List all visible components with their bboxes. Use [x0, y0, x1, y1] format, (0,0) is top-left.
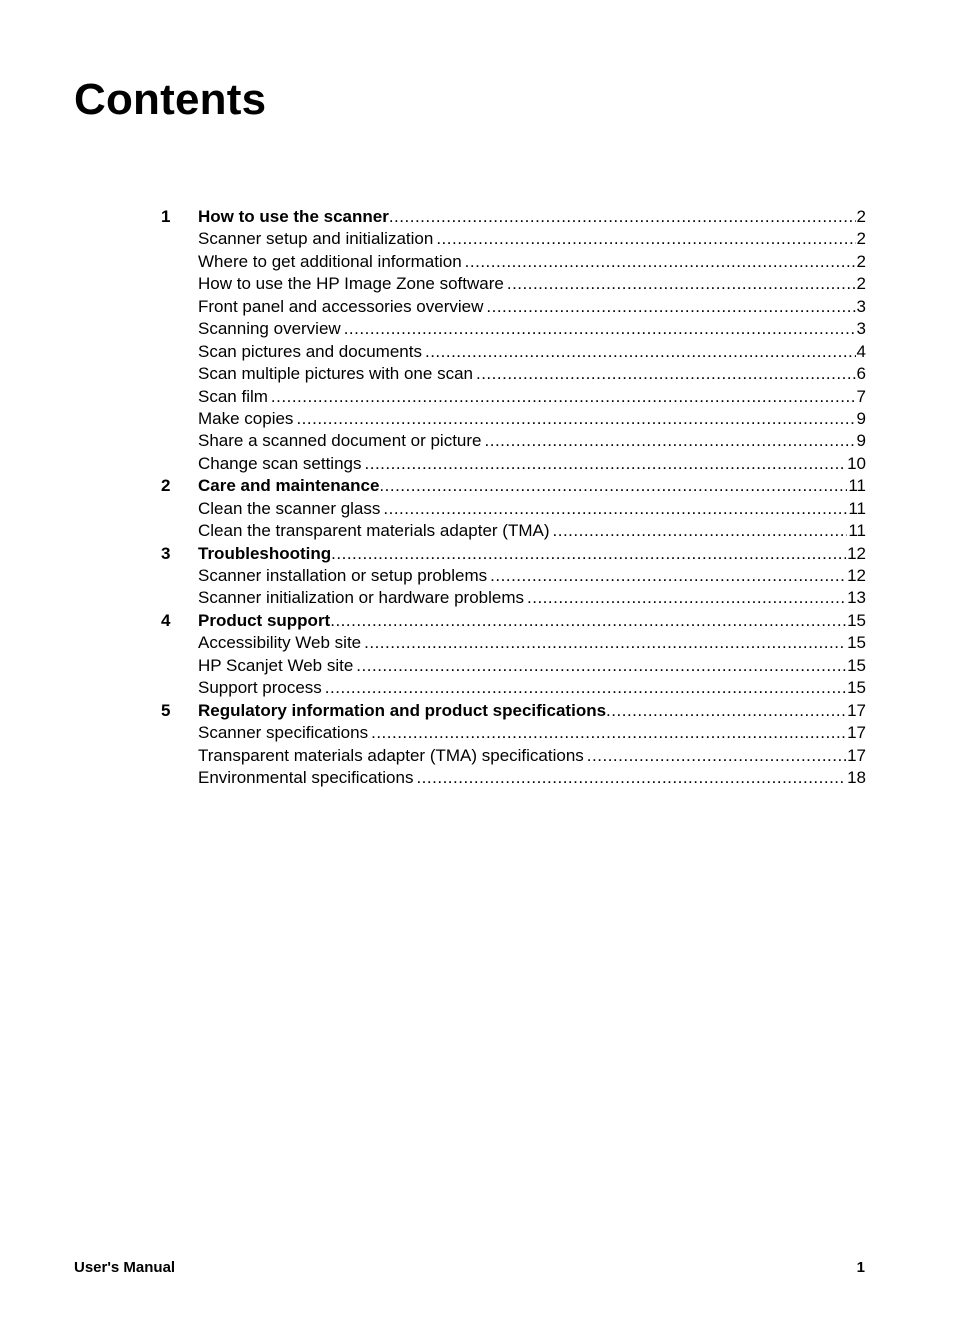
- toc-entry-title: Scan multiple pictures with one scan: [198, 364, 473, 384]
- toc-entry-title: Make copies: [198, 408, 294, 428]
- toc-entry-title: Scanner specifications: [198, 723, 369, 743]
- toc-section-entry[interactable]: [161, 565, 866, 587]
- toc-entry-page: 15: [847, 678, 866, 698]
- toc-dot-leader: [330, 610, 846, 632]
- toc-entry-number: 1: [161, 207, 171, 226]
- toc-section-entry[interactable]: [161, 318, 866, 340]
- toc-entry-page: 10: [847, 453, 866, 473]
- toc-entry-page: 3: [856, 296, 866, 316]
- toc-dot-leader: [553, 520, 848, 542]
- toc-dot-leader: [606, 700, 846, 722]
- toc-dot-leader: [465, 251, 856, 273]
- toc-entry-title: Troubleshooting: [198, 543, 332, 563]
- toc-entry-title: Support process: [198, 678, 322, 698]
- toc-section-entry[interactable]: [161, 296, 866, 318]
- toc-dot-leader: [271, 386, 856, 408]
- footer-page-number: 1: [856, 1259, 865, 1276]
- toc-section-entry[interactable]: [161, 453, 866, 475]
- toc-chapter-entry[interactable]: [161, 700, 866, 722]
- toc-entry-title: Scanner setup and initialization: [198, 229, 434, 249]
- toc-entry-page: 9: [856, 431, 866, 451]
- table-of-contents: [161, 206, 866, 789]
- toc-dot-leader: [383, 498, 847, 520]
- toc-entry-title: Regulatory information and product specifications: [198, 700, 607, 720]
- toc-entry-page: 11: [848, 498, 866, 518]
- toc-dot-leader: [296, 408, 855, 430]
- toc-entry-page: 12: [847, 543, 866, 563]
- toc-entry-page: 12: [847, 566, 866, 585]
- toc-section-entry[interactable]: [161, 251, 866, 273]
- toc-entry-title: Clean the transparent materials adapter (TMA): [198, 521, 550, 541]
- toc-dot-leader: [490, 565, 846, 587]
- toc-entry-title: Product support: [198, 610, 331, 630]
- toc-entry-page: 2: [856, 251, 866, 271]
- toc-entry-number: 4: [161, 610, 171, 630]
- toc-section-entry[interactable]: [161, 677, 866, 699]
- toc-entry-title: Change scan settings: [198, 453, 362, 473]
- toc-chapter-entry[interactable]: [161, 543, 866, 565]
- toc-entry-title: Scan pictures and documents: [198, 341, 422, 361]
- toc-dot-leader: [344, 318, 856, 340]
- toc-entry-title: How to use the HP Image Zone software: [198, 274, 504, 294]
- toc-section-entry[interactable]: [161, 228, 866, 250]
- toc-section-entry[interactable]: [161, 498, 866, 520]
- toc-section-entry[interactable]: [161, 520, 866, 542]
- toc-section-entry[interactable]: [161, 745, 866, 767]
- toc-chapter-entry[interactable]: [161, 475, 866, 497]
- toc-dot-leader: [507, 273, 856, 295]
- toc-entry-title: HP Scanjet Web site: [198, 655, 354, 675]
- toc-chapter-entry[interactable]: [161, 206, 866, 228]
- toc-entry-title: Environmental specifications: [198, 767, 414, 787]
- toc-entry-page: 2: [856, 229, 866, 249]
- toc-section-entry[interactable]: [161, 430, 866, 452]
- toc-dot-leader: [364, 632, 846, 654]
- toc-entry-title: Scanning overview: [198, 319, 341, 339]
- toc-entry-title: Share a scanned document or picture: [198, 431, 482, 451]
- toc-dot-leader: [365, 453, 847, 475]
- toc-entry-title: Scan film: [198, 386, 268, 406]
- toc-dot-leader: [325, 677, 846, 699]
- toc-entry-page: 18: [847, 767, 866, 787]
- toc-dot-leader: [436, 228, 855, 250]
- toc-dot-leader: [476, 363, 856, 385]
- toc-dot-leader: [527, 587, 846, 609]
- toc-section-entry[interactable]: [161, 273, 866, 295]
- toc-chapter-entry[interactable]: [161, 610, 866, 632]
- toc-dot-leader: [416, 767, 846, 789]
- toc-entry-page: 2: [856, 274, 866, 294]
- toc-entry-page: 3: [856, 319, 866, 339]
- toc-dot-leader: [389, 206, 856, 228]
- toc-dot-leader: [379, 475, 847, 497]
- toc-section-entry[interactable]: [161, 341, 866, 363]
- toc-dot-leader: [485, 430, 856, 452]
- toc-entry-page: 13: [847, 588, 866, 608]
- toc-entry-page: 17: [847, 700, 866, 720]
- toc-entry-page: 17: [847, 723, 866, 743]
- toc-entry-page: 6: [856, 364, 866, 384]
- toc-entry-number: 5: [161, 700, 171, 720]
- toc-entry-page: 2: [856, 207, 866, 226]
- toc-entry-page: 15: [847, 610, 866, 630]
- toc-dot-leader: [425, 341, 856, 363]
- toc-entry-title: Scanner installation or setup problems: [198, 566, 488, 585]
- toc-entry-page: 9: [856, 408, 866, 428]
- toc-entry-page: 7: [856, 386, 866, 406]
- toc-entry-title: Care and maintenance: [198, 476, 380, 496]
- toc-entry-page: 17: [847, 745, 866, 765]
- toc-section-entry[interactable]: [161, 363, 866, 385]
- toc-dot-leader: [587, 745, 846, 767]
- toc-entry-title: Where to get additional information: [198, 251, 462, 271]
- page-title: Contents: [74, 75, 267, 124]
- toc-dot-leader: [331, 543, 846, 565]
- toc-entry-title: Scanner initialization or hardware problems: [198, 588, 524, 608]
- toc-entry-page: 11: [848, 521, 866, 541]
- toc-entry-title: How to use the scanner: [198, 207, 389, 226]
- toc-section-entry[interactable]: [161, 408, 866, 430]
- toc-section-entry[interactable]: [161, 655, 866, 677]
- toc-entry-page: 15: [847, 633, 866, 653]
- toc-dot-leader: [371, 722, 846, 744]
- toc-entry-title: Front panel and accessories overview: [198, 296, 484, 316]
- toc-section-entry[interactable]: [161, 587, 866, 609]
- toc-entry-number: 3: [161, 543, 171, 563]
- toc-entry-title: Clean the scanner glass: [198, 498, 381, 518]
- toc-dot-leader: [486, 296, 855, 318]
- toc-entry-number: 2: [161, 476, 171, 496]
- toc-section-entry[interactable]: [161, 386, 866, 408]
- toc-entry-title: Transparent materials adapter (TMA) specifications: [198, 745, 584, 765]
- toc-section-entry[interactable]: [161, 767, 866, 789]
- toc-entry-page: 15: [847, 655, 866, 675]
- toc-section-entry[interactable]: [161, 722, 866, 744]
- toc-dot-leader: [356, 655, 846, 677]
- toc-entry-page: 11: [848, 476, 866, 496]
- toc-entry-page: 4: [856, 341, 866, 361]
- toc-entry-title: Accessibility Web site: [198, 633, 362, 653]
- toc-section-entry[interactable]: [161, 632, 866, 654]
- footer-manual-name: User's Manual: [74, 1259, 176, 1276]
